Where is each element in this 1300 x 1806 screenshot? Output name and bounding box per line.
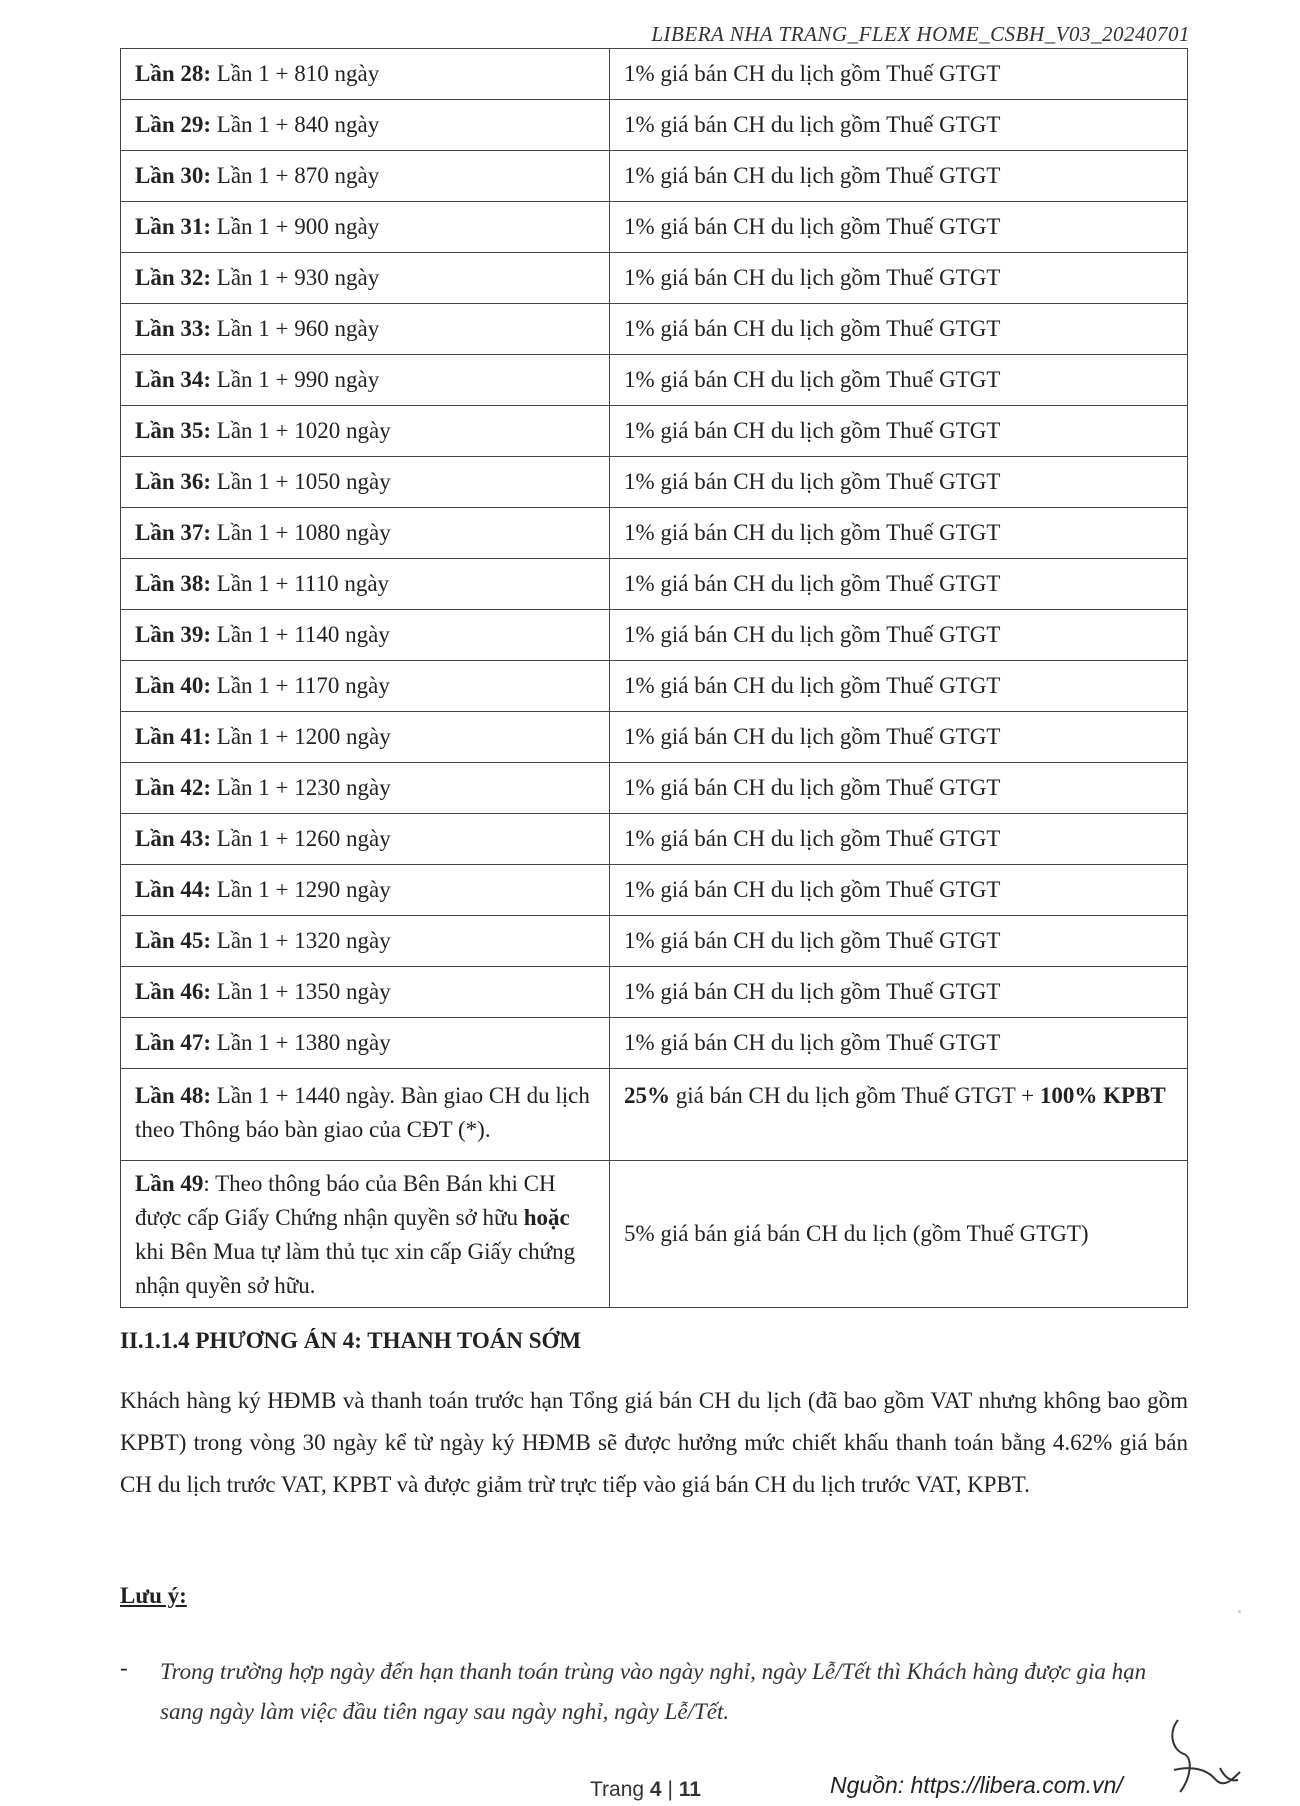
amount-cell: 1% giá bán CH du lịch gồm Thuế GTGT (610, 151, 1188, 202)
installment-cell (121, 865, 610, 916)
installment-cell (121, 304, 610, 355)
table-row (121, 457, 1188, 508)
payment-schedule-table (120, 48, 1188, 1308)
installment-timing: Lần 1 + 1260 ngày (211, 826, 391, 851)
installment-cell (121, 916, 610, 967)
table-row (121, 814, 1188, 865)
installment-number: Lần 49 (135, 1171, 204, 1196)
installment-number: Lần 30: (135, 163, 212, 188)
installment-cell (121, 1161, 610, 1308)
installment-number: Lần 37: (135, 520, 212, 545)
installment-number: Lần 29: (135, 112, 212, 137)
table-row (121, 610, 1188, 661)
table-row (121, 559, 1188, 610)
installment-cell (121, 100, 610, 151)
note-bullet-text: Trong trường hợp ngày đến hạn thanh toán trùng vào ngày nghỉ, ngày Lễ/Tết thì Khách hàng được gia hạn sang ngày làm việc đầu tiên ngay sau ngày nghỉ, ngày Lễ/Tết. (160, 1659, 1147, 1724)
amount-cell: 1% giá bán CH du lịch gồm Thuế GTGT (610, 457, 1188, 508)
installment-number: Lần 33: (135, 316, 212, 341)
amount-cell: 1% giá bán CH du lịch gồm Thuế GTGT (610, 814, 1188, 865)
installment-cell (121, 457, 610, 508)
installment-cell (121, 151, 610, 202)
table-row (121, 406, 1188, 457)
installment-timing: Lần 1 + 1200 ngày (211, 724, 391, 749)
amount-cell: 1% giá bán CH du lịch gồm Thuế GTGT (610, 202, 1188, 253)
installment-number: Lần 28: (135, 61, 212, 86)
installment-timing: Lần 1 + 930 ngày (211, 265, 380, 290)
installment-cell (121, 661, 610, 712)
installment-timing: Lần 1 + 1350 ngày (211, 979, 391, 1004)
page-current: 4 (649, 1778, 662, 1801)
installment-timing: Lần 1 + 840 ngày (211, 112, 380, 137)
installment-condition: : Theo thông báo của Bên Bán khi CH được cấp Giấy Chứng nhận quyền sở hữu (135, 1171, 556, 1230)
installment-number: Lần 41: (135, 724, 212, 749)
margin-mark (1238, 1610, 1241, 1613)
installment-condition-or: hoặc (523, 1205, 570, 1230)
installment-number: Lần 44: (135, 877, 212, 902)
bullet-marker: - (120, 1655, 128, 1680)
table-row (121, 304, 1188, 355)
installment-condition-alt: khi Bên Mua tự làm thủ tục xin cấp Giấy chứng nhận quyền sở hữu. (135, 1239, 576, 1298)
amount-cell (610, 1069, 1188, 1161)
amount-text: giá bán CH du lịch gồm Thuế GTGT + (670, 1083, 1040, 1108)
amount-cell: 1% giá bán CH du lịch gồm Thuế GTGT (610, 712, 1188, 763)
installment-cell (121, 712, 610, 763)
installment-number: Lần 31: (135, 214, 212, 239)
installment-timing: Lần 1 + 870 ngày (211, 163, 380, 188)
installment-number: Lần 48: (135, 1083, 212, 1108)
table-row (121, 1161, 1188, 1308)
page-separator: | (661, 1778, 679, 1801)
amount-cell: 1% giá bán CH du lịch gồm Thuế GTGT (610, 916, 1188, 967)
installment-timing: Lần 1 + 1020 ngày (211, 418, 391, 443)
installment-timing: Lần 1 + 1380 ngày (211, 1030, 391, 1055)
installment-cell (121, 559, 610, 610)
page-number (590, 1778, 701, 1802)
table-row (121, 508, 1188, 559)
table-row (121, 49, 1188, 100)
payment-schedule-body (121, 49, 1188, 1308)
installment-cell (121, 355, 610, 406)
installment-timing: Lần 1 + 900 ngày (211, 214, 380, 239)
installment-timing: Lần 1 + 1140 ngày (211, 622, 390, 647)
page-prefix: Trang (590, 1778, 650, 1801)
installment-number: Lần 35: (135, 418, 212, 443)
amount-cell: 1% giá bán CH du lịch gồm Thuế GTGT (610, 559, 1188, 610)
amount-percent: 25% (624, 1083, 670, 1108)
amount-cell: 1% giá bán CH du lịch gồm Thuế GTGT (610, 1018, 1188, 1069)
installment-number: Lần 43: (135, 826, 212, 851)
installment-cell (121, 202, 610, 253)
amount-cell: 1% giá bán CH du lịch gồm Thuế GTGT (610, 100, 1188, 151)
installment-timing: Lần 1 + 1440 ngày. Bàn giao CH du lịch theo Thông báo bàn giao của CĐT (*). (135, 1083, 590, 1142)
installment-number: Lần 46: (135, 979, 212, 1004)
table-row (121, 1018, 1188, 1069)
installment-cell (121, 763, 610, 814)
amount-cell: 1% giá bán CH du lịch gồm Thuế GTGT (610, 406, 1188, 457)
amount-cell: 1% giá bán CH du lịch gồm Thuế GTGT (610, 355, 1188, 406)
table-row (121, 661, 1188, 712)
installment-number: Lần 34: (135, 367, 212, 392)
section-title: II.1.1.4 PHƯƠNG ÁN 4: THANH TOÁN SỚM (120, 1328, 582, 1353)
installment-cell (121, 1069, 610, 1161)
table-row (121, 253, 1188, 304)
installment-cell (121, 814, 610, 865)
amount-cell: 1% giá bán CH du lịch gồm Thuế GTGT (610, 508, 1188, 559)
installment-cell (121, 49, 610, 100)
amount-cell: 1% giá bán CH du lịch gồm Thuế GTGT (610, 967, 1188, 1018)
installment-timing: Lần 1 + 1320 ngày (211, 928, 391, 953)
table-row (121, 712, 1188, 763)
installment-cell (121, 406, 610, 457)
amount-kpbt: 100% KPBT (1039, 1083, 1166, 1108)
section-paragraph: Khách hàng ký HĐMB và thanh toán trước hạn Tổng giá bán CH du lịch (đã bao gồm VAT nhưng không bao gồm KPBT) trong vòng 30 ngày kể từ ngày ký HĐMB sẽ được hưởng mức chiết khấu thanh toán bằng 4.62% giá bán CH du lịch trước VAT, KPBT và được giảm trừ trực tiếp vào giá bán CH du lịch trước VAT, KPBT. (120, 1388, 1188, 1497)
amount-cell: 1% giá bán CH du lịch gồm Thuế GTGT (610, 304, 1188, 355)
document-code-header: LIBERA NHA TRANG_FLEX HOME_CSBH_V03_20240701 (651, 22, 1190, 46)
installment-timing: Lần 1 + 960 ngày (211, 316, 380, 341)
amount-cell: 1% giá bán CH du lịch gồm Thuế GTGT (610, 865, 1188, 916)
installment-number: Lần 40: (135, 673, 212, 698)
table-row (121, 151, 1188, 202)
installment-cell (121, 610, 610, 661)
installment-timing: Lần 1 + 990 ngày (211, 367, 380, 392)
installment-timing: Lần 1 + 1080 ngày (211, 520, 391, 545)
installment-timing: Lần 1 + 1170 ngày (211, 673, 390, 698)
amount-cell: 1% giá bán CH du lịch gồm Thuế GTGT (610, 661, 1188, 712)
installment-number: Lần 45: (135, 928, 212, 953)
installment-timing: Lần 1 + 810 ngày (211, 61, 380, 86)
installment-timing: Lần 1 + 1110 ngày (211, 571, 390, 596)
page-total: 11 (678, 1778, 701, 1801)
installment-timing: Lần 1 + 1290 ngày (211, 877, 391, 902)
table-row (121, 916, 1188, 967)
installment-timing: Lần 1 + 1050 ngày (211, 469, 391, 494)
note-label: Lưu ý: (120, 1583, 187, 1608)
table-row (121, 355, 1188, 406)
installment-number: Lần 47: (135, 1030, 212, 1055)
table-row (121, 763, 1188, 814)
amount-cell: 1% giá bán CH du lịch gồm Thuế GTGT (610, 49, 1188, 100)
installment-timing: Lần 1 + 1230 ngày (211, 775, 391, 800)
installment-cell (121, 508, 610, 559)
table-row (121, 1069, 1188, 1161)
source-link[interactable]: Nguồn: https://libera.com.vn/ (830, 1772, 1123, 1798)
installment-number: Lần 39: (135, 622, 212, 647)
installment-number: Lần 38: (135, 571, 212, 596)
amount-cell: 1% giá bán CH du lịch gồm Thuế GTGT (610, 253, 1188, 304)
installment-number: Lần 36: (135, 469, 212, 494)
table-row (121, 865, 1188, 916)
amount-cell: 1% giá bán CH du lịch gồm Thuế GTGT (610, 610, 1188, 661)
table-row (121, 202, 1188, 253)
installment-number: Lần 32: (135, 265, 212, 290)
installment-number: Lần 42: (135, 775, 212, 800)
amount-cell: 1% giá bán CH du lịch gồm Thuế GTGT (610, 763, 1188, 814)
installment-cell (121, 967, 610, 1018)
amount-cell: 5% giá bán giá bán CH du lịch (gồm Thuế GTGT) (610, 1161, 1188, 1308)
table-row (121, 967, 1188, 1018)
signature-icon (1150, 1710, 1250, 1800)
table-row (121, 100, 1188, 151)
installment-cell (121, 253, 610, 304)
installment-cell (121, 1018, 610, 1069)
